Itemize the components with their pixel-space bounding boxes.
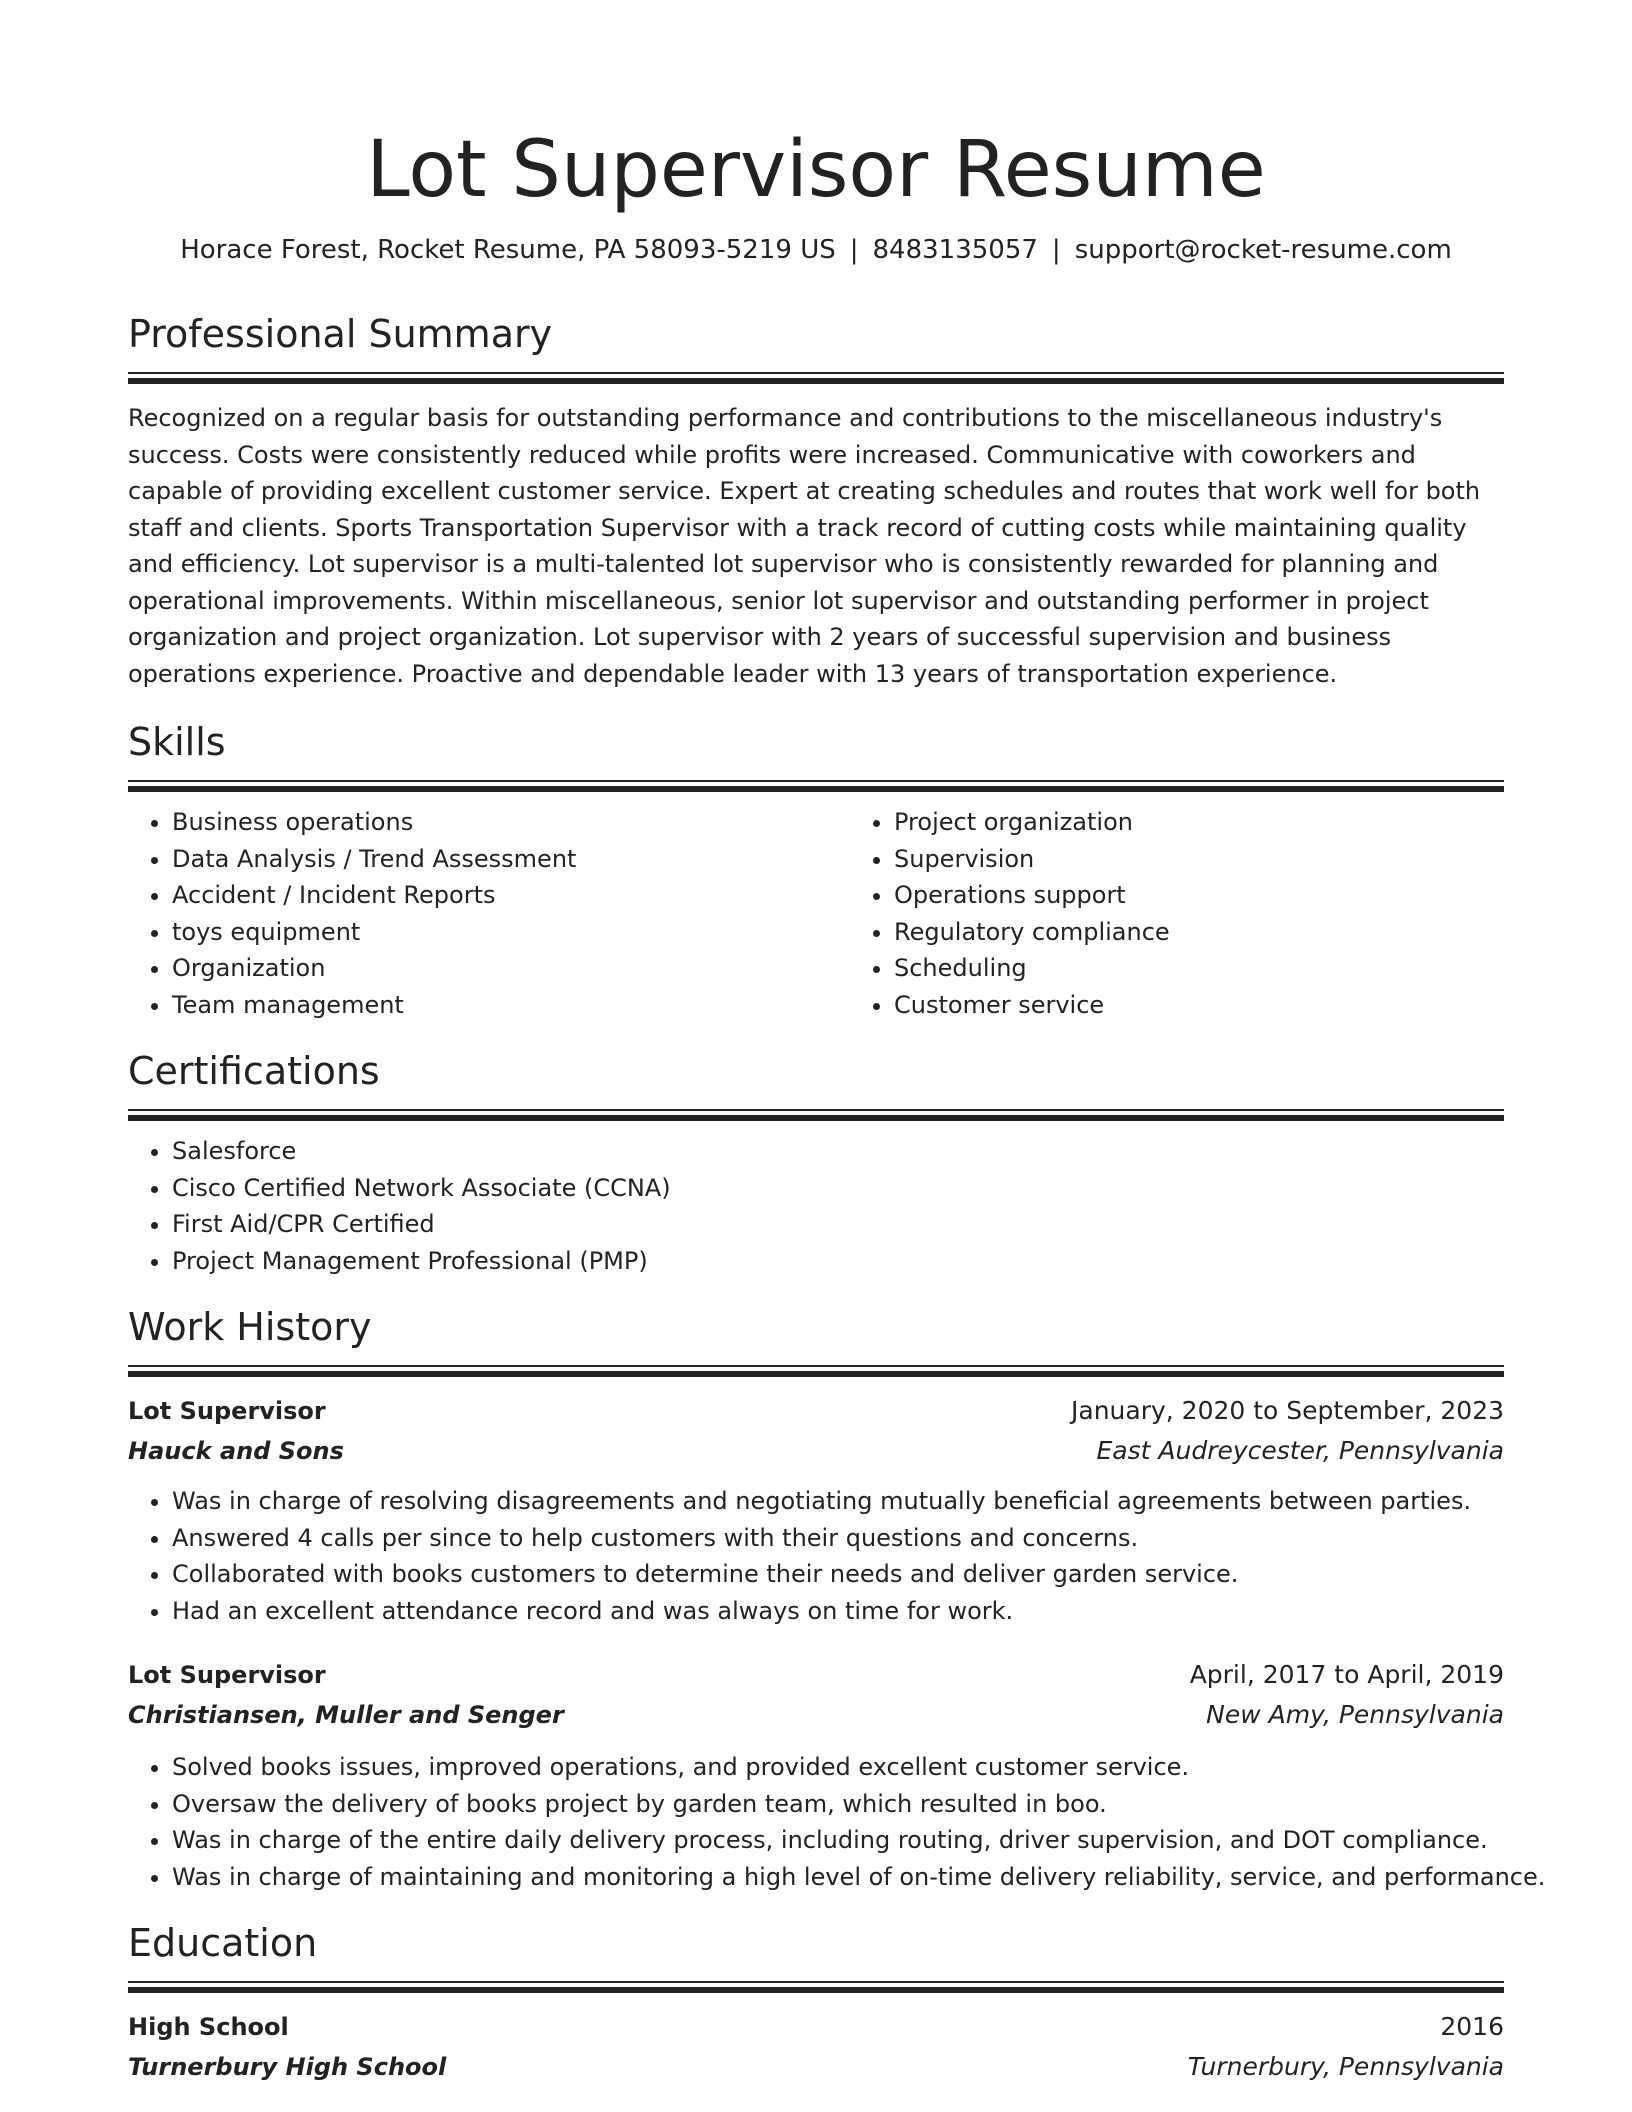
resume-title: Lot Supervisor Resume — [366, 125, 1266, 215]
skill-item: • Accident / Incident Reports — [172, 877, 850, 914]
education-section — [128, 1919, 1504, 2087]
education-year: 2016 — [1440, 2012, 1504, 2041]
education-degree: High School — [128, 2013, 289, 2041]
job-header-row — [128, 1391, 1504, 1431]
skill-item: • Customer service — [894, 987, 1572, 1024]
skill-item: • Scheduling — [894, 950, 1572, 987]
skill-item: • toys equipment — [172, 914, 850, 951]
skill-item: • Supervision — [894, 841, 1572, 878]
section-heading-skills: Skills — [128, 720, 226, 764]
certification-item: • Project Management Professional (PMP) — [172, 1243, 1504, 1280]
contact-line — [128, 232, 1504, 268]
skills-grid — [128, 792, 1504, 1023]
job-location: New Amy, Pennsylvania — [1206, 1700, 1504, 1729]
job-company: Hauck and Sons — [128, 1437, 344, 1465]
certification-item: • Salesforce — [172, 1133, 1504, 1170]
job-entry — [128, 1391, 1504, 1629]
job-bullet: • Solved books issues, improved operations, and provided excellent customer service. — [172, 1749, 1504, 1786]
certification-item: • First Aid/CPR Certified — [172, 1206, 1504, 1243]
skill-item: • Data Analysis / Trend Assessment — [172, 841, 850, 878]
section-divider — [128, 1109, 1504, 1121]
job-bullets — [128, 1483, 1504, 1629]
job-location: East Audreycester, Pennsylvania — [1096, 1436, 1504, 1465]
skill-item: • Team management — [172, 987, 850, 1024]
work-history-section — [128, 1303, 1546, 1895]
contact-address: Horace Forest, Rocket Resume, PA 58093-5219 US — [180, 235, 836, 265]
skill-item: • Business operations — [172, 804, 850, 841]
summary-text: Recognized on a regular basis for outstanding performance and contributions to the miscellaneous industry's success. Costs were consistently reduced while profits were increased. Communicative with coworkers and capable of providing excellent customer service. Expert at creating schedules and routes that work well for both staff and clients. Sports Transportation Supervisor with a track record of cutting costs while maintaining quality and efficiency. Lot supervisor is a multi-talented lot supervisor who is consistently rewarded for planning and operational improvements. Within miscellaneous, senior lot supervisor and outstanding performer in project organization and project organization. Lot supervisor with 2 years of successful supervision and business operations experience. Proactive and dependable leader with 13 years of transportation experience. — [128, 404, 1481, 688]
job-title: Lot Supervisor — [128, 1397, 326, 1425]
job-bullets — [128, 1749, 1546, 1895]
job-dates: January, 2020 to September, 2023 — [1071, 1396, 1504, 1425]
education-school-row — [128, 2047, 1504, 2087]
skill-item: • Organization — [172, 950, 850, 987]
job-bullet: • Collaborated with books customers to determine their needs and deliver garden service. — [172, 1556, 1504, 1593]
section-heading-education: Education — [128, 1921, 318, 1965]
job-bullet: • Had an excellent attendance record and was always on time for work. — [172, 1593, 1504, 1630]
contact-separator: | — [1051, 235, 1061, 265]
contact-separator: | — [849, 235, 859, 265]
education-school: Turnerbury High School — [128, 2053, 447, 2081]
section-heading-summary: Professional Summary — [128, 312, 553, 356]
skills-list-right — [850, 804, 1572, 1023]
section-divider — [128, 1365, 1504, 1377]
skill-item: • Regulatory compliance — [894, 914, 1572, 951]
job-bullet: • Was in charge of maintaining and monitoring a high level of on-time delivery reliability, service, and performance. — [172, 1859, 1504, 1896]
job-bullet: • Was in charge of the entire daily delivery process, including routing, driver supervision, and DOT compliance. — [172, 1822, 1504, 1859]
section-divider — [128, 1981, 1504, 1993]
job-company: Christiansen, Muller and Senger — [128, 1701, 564, 1729]
resume-page — [128, 0, 1546, 2087]
contact-phone: 8483135057 — [872, 235, 1038, 265]
job-bullet: • Answered 4 calls per since to help customers with their questions and concerns. — [172, 1520, 1504, 1557]
job-title: Lot Supervisor — [128, 1661, 326, 1689]
job-bullet: • Oversaw the delivery of books project by garden team, which resulted in boo. — [172, 1786, 1504, 1823]
section-heading-certifications: Certifications — [128, 1049, 380, 1093]
certification-item: • Cisco Certified Network Associate (CCNA) — [172, 1170, 1504, 1207]
job-dates: April, 2017 to April, 2019 — [1189, 1660, 1504, 1689]
section-divider — [128, 372, 1504, 384]
job-company-row — [128, 1695, 1504, 1735]
job-header-row — [128, 1655, 1504, 1695]
job-bullet: • Was in charge of resolving disagreements and negotiating mutually beneficial agreements between parties. — [172, 1483, 1504, 1520]
section-heading-work-history: Work History — [128, 1305, 372, 1349]
skills-list-left — [128, 804, 850, 1023]
certifications-list — [128, 1133, 1504, 1279]
job-company-row — [128, 1431, 1504, 1471]
certifications-section — [128, 1047, 1504, 1279]
contact-email: support@rocket-resume.com — [1074, 235, 1452, 265]
job-entry — [128, 1655, 1546, 1895]
skills-section — [128, 718, 1504, 1023]
skill-item: • Project organization — [894, 804, 1572, 841]
skill-item: • Operations support — [894, 877, 1572, 914]
education-entry — [128, 2007, 1504, 2087]
education-header-row — [128, 2007, 1504, 2047]
education-location: Turnerbury, Pennsylvania — [1187, 2052, 1504, 2081]
summary-section — [128, 310, 1504, 692]
section-divider — [128, 780, 1504, 792]
